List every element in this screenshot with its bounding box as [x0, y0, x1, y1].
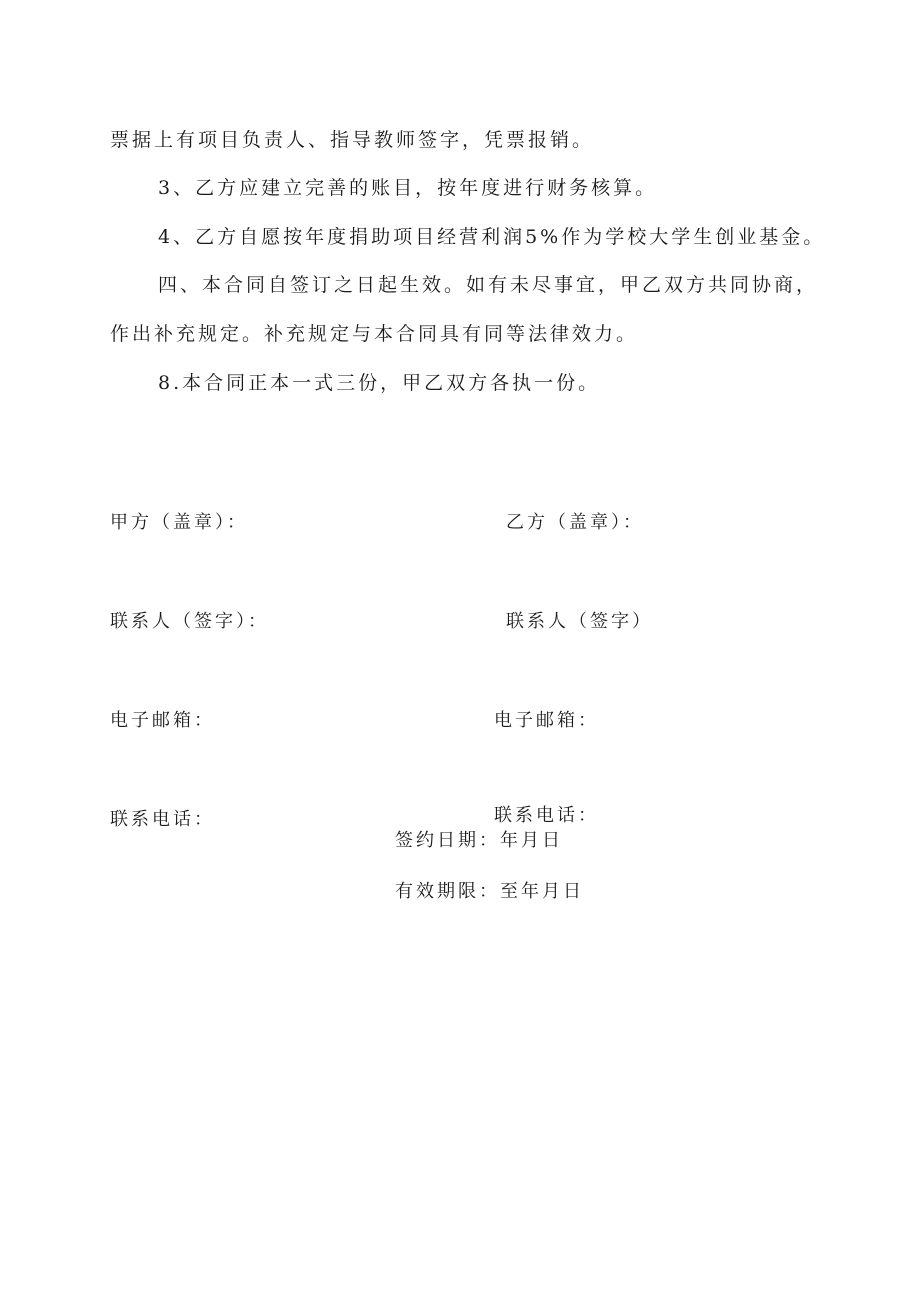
paragraph-section-4-line-2: 作出补充规定。补充规定与本合同具有同等法律效力。 — [110, 323, 639, 345]
paragraph-clause-8: 8.本合同正本一式三份，甲乙双方各执一份。 — [158, 372, 601, 394]
party-b-contact-label: 联系人（签字） — [506, 611, 653, 632]
party-a-contact-label: 联系人（签字）： — [110, 611, 269, 632]
party-a-seal-label: 甲方（盖章）： — [110, 512, 248, 533]
party-a-email-label: 电子邮箱： — [110, 710, 215, 731]
paragraph-clause-3: 3、乙方应建立完善的账目，按年度进行财务核算。 — [158, 177, 658, 199]
sign-date-label: 签约日期：年月日 — [395, 830, 563, 851]
party-b-phone-label: 联系电话： — [494, 805, 599, 826]
validity-period-label: 有效期限：至年月日 — [395, 881, 584, 902]
party-b-seal-label: 乙方（盖章）： — [506, 512, 644, 533]
paragraph-receipt-continuation: 票据上有项目负责人、指导教师签字，凭票报销。 — [110, 129, 595, 151]
party-b-email-label: 电子邮箱： — [494, 710, 599, 731]
party-a-phone-label: 联系电话： — [110, 809, 215, 830]
paragraph-clause-4: 4、乙方自愿按年度捐助项目经营利润5%作为学校大学生创业基金。 — [158, 226, 826, 248]
paragraph-section-4-line-1: 四、本合同自签订之日起生效。如有未尽事宜，甲乙双方共同协商， — [158, 274, 819, 296]
